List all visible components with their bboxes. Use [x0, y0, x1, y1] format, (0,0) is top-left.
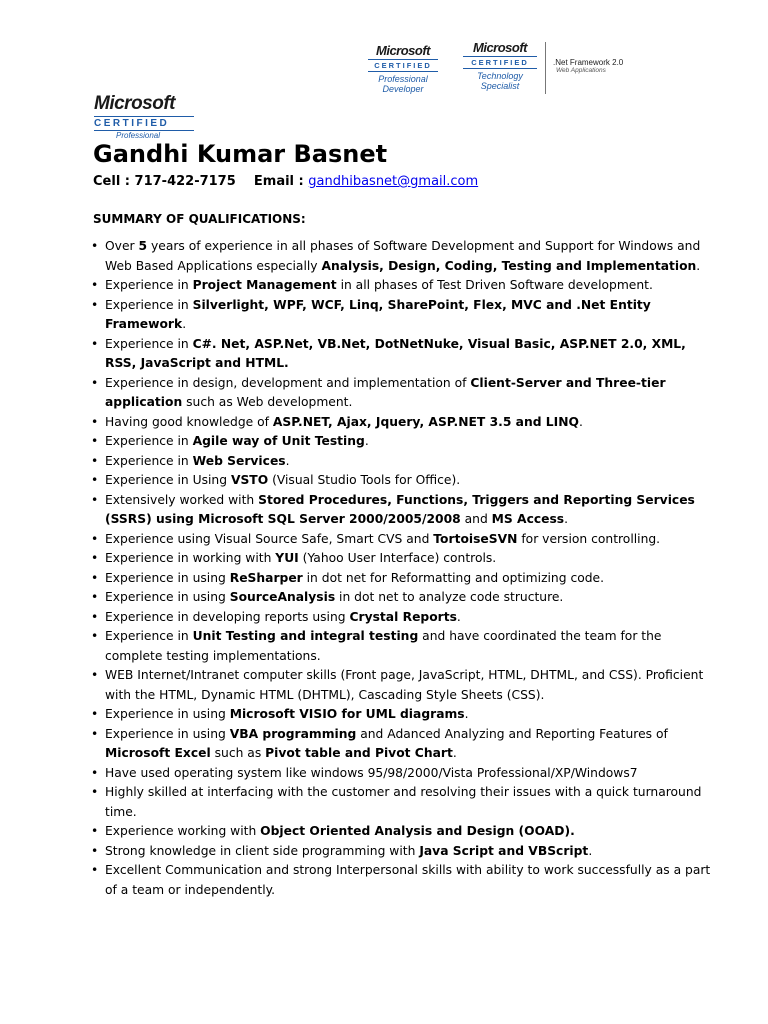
qualification-item — [90, 549, 715, 569]
logo-role — [463, 71, 537, 92]
qualification-text: Experience in — [105, 336, 193, 351]
qualification-text: . — [364, 434, 369, 448]
qualification-item — [90, 627, 715, 666]
qualification-text: Have used operating system like windows 95/98/2000/Vista Professional/XP/Windows7 — [105, 765, 638, 780]
qualification-text: . — [578, 414, 583, 429]
qualification-item — [90, 705, 715, 725]
qualification-item — [90, 666, 715, 705]
qualification-item — [90, 822, 715, 842]
qualifications-list — [90, 237, 715, 900]
logo-brand: Microsoft — [376, 43, 430, 58]
qualification-text: such as — [210, 746, 266, 760]
qualification-highlight: VSTO — [230, 473, 269, 487]
qualification-item — [90, 764, 715, 784]
qualification-text: Experience in working with — [105, 551, 276, 565]
qualification-text: Experience in — [105, 434, 193, 448]
microsoft-certified-professional-developer-logo — [368, 43, 438, 95]
qualification-text: Experience in using — [105, 707, 230, 721]
logo-role-line2: Specialist — [480, 81, 520, 92]
section-title-summary: SUMMARY OF QUALIFICATIONS: — [93, 212, 306, 226]
qualification-text: Experience in using — [105, 590, 230, 604]
logo-certified: CERTIFIED — [94, 116, 194, 131]
qualification-highlight: Client-Server and Three-tier application — [105, 375, 666, 409]
net-framework-subtitle: Web Applications — [556, 67, 606, 74]
qualification-text: for version controlling. — [517, 531, 661, 546]
qualification-text: . — [464, 707, 469, 721]
qualification-text: Experience working with — [105, 824, 261, 838]
qualification-item — [90, 335, 715, 374]
qualification-item — [90, 491, 715, 530]
qualification-text: (Visual Studio Tools for Office). — [268, 473, 461, 487]
qualification-highlight: TortoiseSVN — [433, 531, 518, 546]
qualification-text: in dot net to analyze code structure. — [335, 590, 564, 604]
qualification-text: (Yahoo User Interface) controls. — [298, 551, 497, 565]
qualification-item — [90, 588, 715, 608]
qualification-highlight: Project Management — [192, 278, 337, 292]
qualification-text: Extensively worked with — [105, 492, 259, 507]
logo-role: Professional — [116, 131, 161, 140]
logo-role-line1: Professional — [378, 74, 428, 84]
microsoft-certified-professional-logo — [94, 93, 194, 140]
qualification-item — [90, 413, 715, 433]
qualification-item — [90, 296, 715, 335]
qualification-text: Experience using Visual Source Safe, Smart CVS and — [105, 531, 434, 546]
qualification-highlight: Microsoft Excel — [105, 746, 211, 760]
qualification-item — [90, 783, 715, 822]
qualification-text: such as Web development. — [182, 395, 353, 409]
cell-label: Cell : — [93, 174, 130, 189]
candidate-name: Gandhi Kumar Basnet — [93, 140, 388, 168]
qualification-text: . — [588, 843, 593, 858]
logo-role-line1: Technology — [477, 71, 523, 81]
contact-line — [93, 174, 478, 189]
qualification-text: Experience in developing reports using — [105, 609, 350, 624]
qualification-item — [90, 842, 715, 862]
qualification-text: and Adanced Analyzing and Reporting Features of — [356, 726, 668, 741]
qualification-highlight: ReSharper — [229, 570, 303, 585]
qualification-item — [90, 861, 715, 900]
qualification-highlight: 5 — [138, 239, 148, 253]
qualification-text: in all phases of Test Driven Software development. — [336, 278, 653, 292]
qualification-text: Experience in using — [105, 570, 230, 585]
qualification-highlight: MS Access — [491, 512, 565, 526]
qualification-item — [90, 608, 715, 628]
qualification-item — [90, 452, 715, 472]
logo-certified: CERTIFIED — [368, 59, 438, 72]
logo-role — [368, 74, 438, 95]
qualification-item — [90, 530, 715, 550]
qualification-text: . — [285, 453, 290, 468]
qualification-highlight: Microsoft VISIO for UML diagrams — [229, 707, 465, 721]
logo-brand: Microsoft — [473, 40, 527, 55]
qualification-item — [90, 471, 715, 491]
qualification-highlight: Analysis, Design, Coding, Testing and Implementation — [321, 258, 697, 273]
qualification-highlight: SourceAnalysis — [229, 590, 336, 604]
logo-role-line2: Developer — [382, 84, 424, 95]
qualification-text: in dot net for Reformatting and optimizing code. — [302, 570, 605, 585]
qualification-text: Experience in design, development and implementation of — [105, 375, 471, 390]
qualification-text: Experience in using — [105, 726, 230, 741]
qualification-text: and have coordinated the team for the complete testing implementations. — [105, 629, 662, 663]
qualification-text: Having good knowledge of — [105, 414, 273, 429]
email-label: Email : — [253, 174, 304, 189]
qualification-text: . — [452, 746, 457, 760]
net-framework-title: .Net Framework 2.0 — [553, 58, 624, 67]
qualification-highlight: Web Services — [192, 453, 286, 468]
qualification-highlight: C#. Net, ASP.Net, VB.Net, DotNetNuke, Visual Basic, ASP.NET 2.0, XML, RSS, JavaScript and HTML. — [105, 336, 686, 370]
qualification-text: Over — [105, 239, 139, 253]
qualification-highlight: Unit Testing and integral testing — [192, 629, 419, 643]
qualification-highlight: VBA programming — [229, 726, 357, 741]
qualification-text: years of experience in all phases of Software Development and Support for Windows and Web Based Applications especially — [105, 239, 701, 273]
logo-certified: CERTIFIED — [463, 56, 537, 69]
qualification-highlight: Object Oriented Analysis and Design (OOAD). — [260, 824, 575, 838]
qualification-text: Experience in — [105, 629, 193, 643]
qualification-text: . — [182, 317, 187, 331]
qualification-text: Experience in — [105, 453, 193, 468]
qualification-highlight: Pivot table and Pivot Chart — [265, 746, 453, 760]
qualification-text: and — [460, 512, 492, 526]
qualification-text: WEB Internet/Intranet computer skills (Front page, JavaScript, HTML, DHTML, and CSS). Proficient with the HTML, Dynamic HTML (DHTML), Cascading Style Sheets (CSS). — [105, 668, 704, 702]
qualification-text: . — [564, 512, 569, 526]
qualification-item — [90, 432, 715, 452]
qualification-highlight: Stored Procedures, Functions, Triggers and Reporting Services (SSRS) using Microsoft SQL Server 2000/2005/2008 — [105, 492, 695, 526]
qualification-text: Highly skilled at interfacing with the customer and resolving their issues with a quick turnaround time. — [105, 785, 702, 819]
qualification-text: Experience in Using — [105, 473, 231, 487]
email-link[interactable]: gandhibasnet@gmail.com — [308, 174, 479, 189]
qualification-item — [90, 569, 715, 589]
qualification-item — [90, 237, 715, 276]
qualification-text: Excellent Communication and strong Interpersonal skills with ability to work successfully as a part of a team or independently. — [105, 863, 711, 897]
qualification-item — [90, 276, 715, 296]
qualification-text: Experience in — [105, 278, 193, 292]
qualification-text: . — [696, 258, 701, 273]
qualification-highlight: YUI — [275, 551, 299, 565]
qualification-highlight: Silverlight, WPF, WCF, Linq, SharePoint, Flex, MVC and .Net Entity Framework — [105, 297, 651, 331]
qualification-item — [90, 725, 715, 764]
qualification-highlight: Agile way of Unit Testing — [192, 434, 365, 448]
qualification-highlight: Crystal Reports — [349, 609, 457, 624]
qualification-text: Strong knowledge in client side programming with — [105, 843, 420, 858]
microsoft-certified-technology-specialist-logo — [463, 40, 537, 92]
qualification-text: . — [456, 609, 461, 624]
logo-brand: Microsoft — [94, 93, 175, 114]
logo-divider — [545, 42, 546, 94]
qualification-highlight: ASP.NET, Ajax, Jquery, ASP.NET 3.5 and LINQ — [272, 414, 579, 429]
qualification-highlight: Java Script and VBScript — [419, 843, 589, 858]
qualification-item — [90, 374, 715, 413]
cell-number: 717-422-7175 — [134, 174, 236, 189]
net-framework-label — [553, 58, 623, 74]
qualification-text: Experience in — [105, 297, 193, 312]
